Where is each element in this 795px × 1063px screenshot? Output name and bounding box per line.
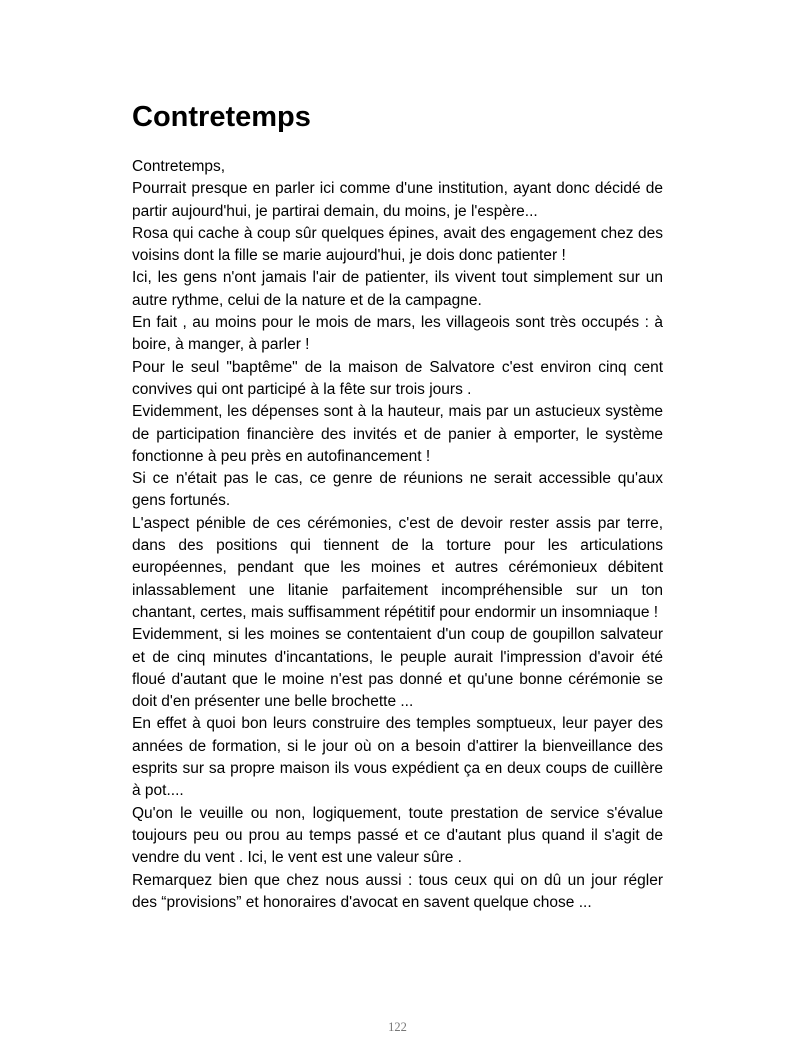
paragraph: Rosa qui cache à coup sûr quelques épines, avait des engagement chez des voisins dont la fille se marie aujourd'hui, je dois donc patienter !: [132, 224, 663, 265]
paragraph: Pour le seul "baptême" de la maison de Salvatore c'est environ cinq cent convives qui ont participé à la fête sur trois jours .: [132, 358, 663, 398]
paragraph: Pourrait presque en parler ici comme d'une institution, ayant donc décidé de partir aujourd'hui, je partirai demain, du moins, je l'espère...: [132, 180, 663, 220]
paragraph: Remarquez bien que chez nous aussi : tous ceux qui on dû un jour régler des “provisions” et honoraires d'avocat en savent quelque chose ...: [132, 871, 663, 911]
paragraph: Evidemment, si les moines se contentaient d'un coup de goupillon salvateur et de cinq minutes d'incantations, le peuple aurait l'impression d'avoir été floué d'autant que le moine n'est pas donné et qu'une bonne cérémonie se doit d'en présenter une belle brochette ...: [132, 626, 663, 711]
paragraph: Qu'on le veuille ou non, logiquement, toute prestation de service s'évalue toujours peu ou prou au temps passé et ce d'autant plus quand il s'agit de vendre du vent . Ici, le vent est une valeur sûre .: [132, 804, 663, 867]
paragraph: Evidemment, les dépenses sont à la hauteur, mais par un astucieux système de participation financière des invités et de panier à emporter, le système fonctionne à peu près en autofinancement !: [132, 403, 663, 465]
body-text: [132, 156, 663, 914]
paragraph: Contretemps,: [132, 158, 226, 175]
paragraph: L'aspect pénible de ces cérémonies, c'est de devoir rester assis par terre, dans des positions qui tiennent de la torture pour les articulations européennes, pendant que les moines et autres cérémonieux débitent inlassablement une litanie parfaitement incompréhensible sur un ton chantant, certes, mais suffisamment répétitif pour endormir un insomniaque !: [132, 514, 663, 621]
paragraph: En effet à quoi bon leurs construire des temples somptueux, leur payer des années de formation, si le jour où on a besoin d'attirer la bienveillance des esprits sur sa propre maison ils vous expédient ça en deux coups de cuillère à pot....: [132, 715, 663, 800]
page-title: Contretemps: [132, 101, 311, 133]
paragraph: Ici, les gens n'ont jamais l'air de patienter, ils vivent tout simplement sur un autre rythme, celui de la nature et de la campagne.: [132, 269, 663, 309]
page-number: 122: [388, 1020, 407, 1034]
paragraph: En fait , au moins pour le mois de mars, les villageois sont très occupés : à boire, à manger, à parler !: [132, 314, 663, 354]
paragraph: Si ce n'était pas le cas, ce genre de réunions ne serait accessible qu'aux gens fortunés.: [132, 470, 663, 510]
